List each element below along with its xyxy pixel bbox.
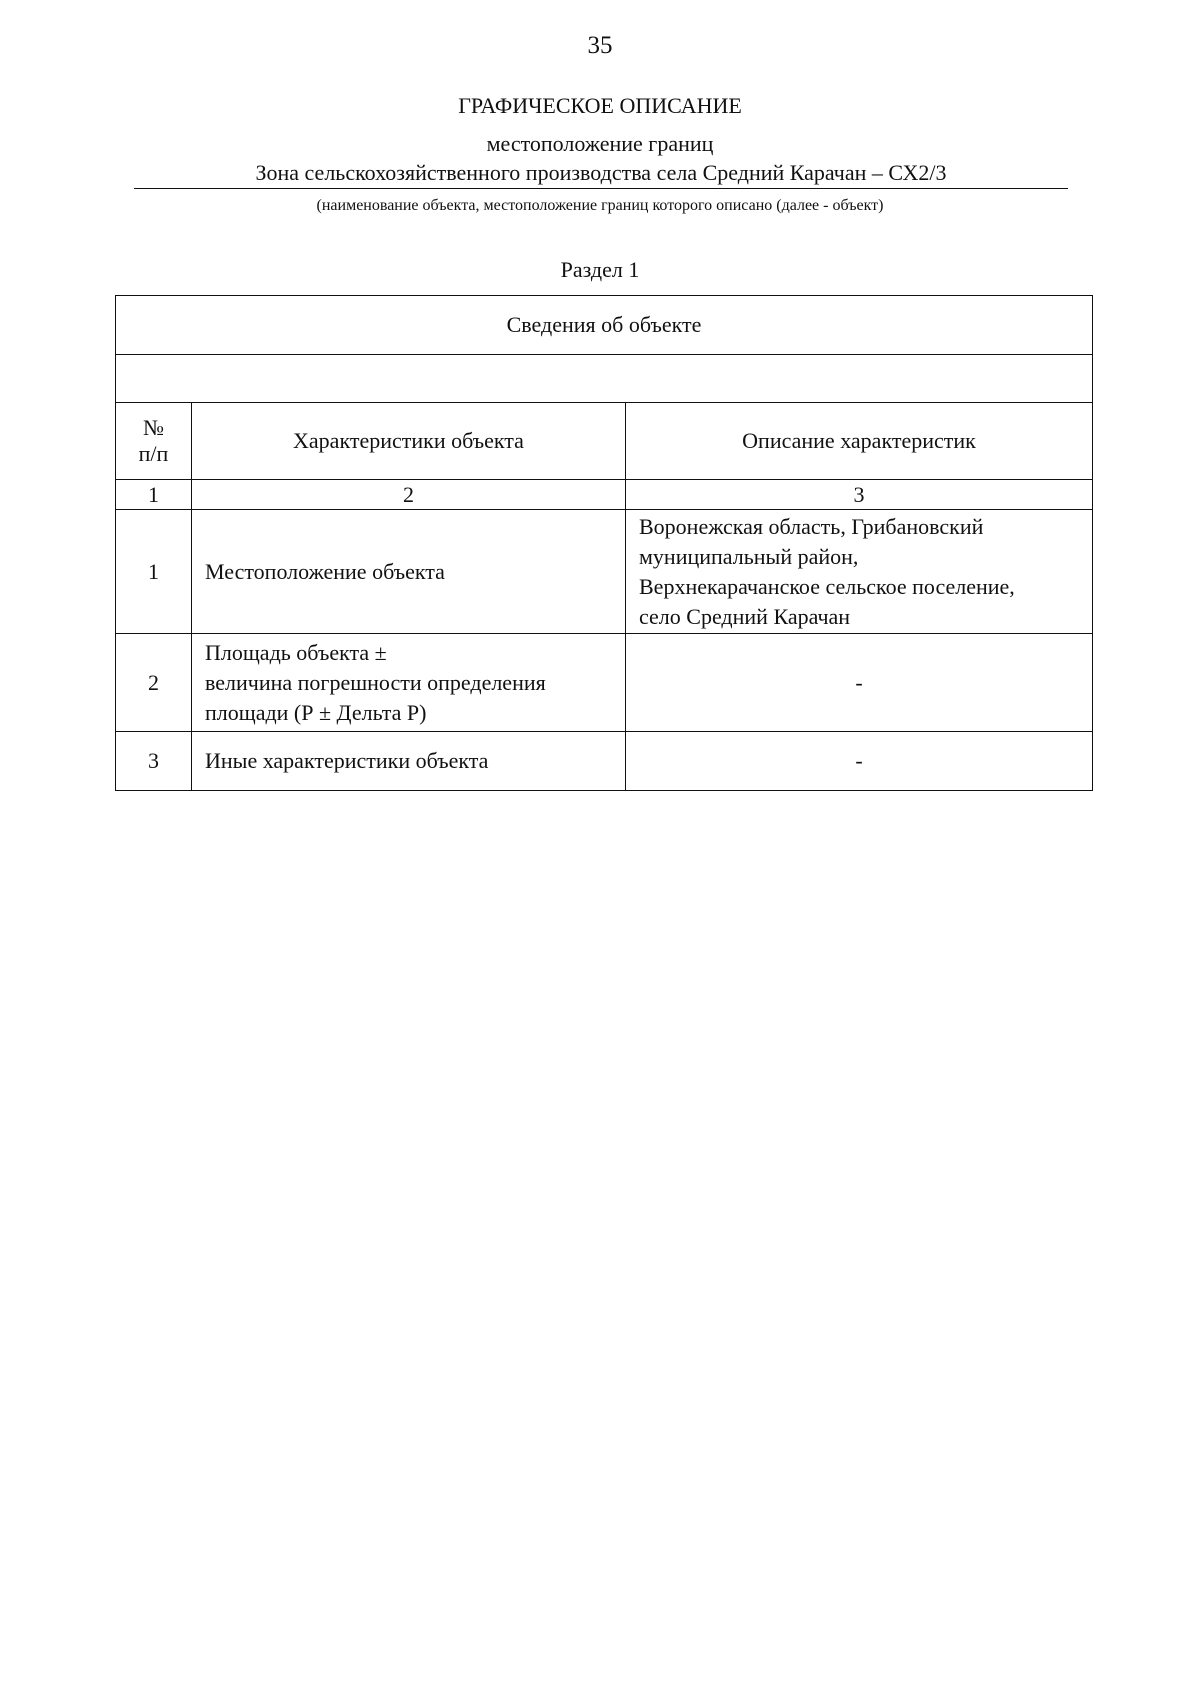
table-column-number-row — [116, 480, 1093, 510]
table-row — [116, 634, 1093, 732]
section-label: Раздел 1 — [560, 257, 640, 282]
object-info-table — [115, 295, 1093, 791]
table-caption: Сведения об объекте — [116, 296, 1093, 355]
row-characteristic: Иные характеристики объекта — [192, 732, 626, 791]
row-description: Воронежская область, Грибановский муниципальный район, Верхнекарачанское сельское поселение, село Средний Карачан — [626, 510, 1093, 634]
header-characteristic: Характеристики объекта — [192, 403, 626, 480]
object-name-caption: (наименование объекта, местоположение границ которого описано (далее - объект) — [316, 197, 884, 214]
row-num: 3 — [116, 732, 192, 791]
table-row — [116, 732, 1093, 791]
row-num: 2 — [116, 634, 192, 732]
table-empty-cell — [116, 355, 1093, 403]
row-description: - — [626, 634, 1093, 732]
table-caption-row — [116, 296, 1093, 355]
row-description: - — [626, 732, 1093, 791]
table-row — [116, 510, 1093, 634]
row-characteristic: Местоположение объекта — [192, 510, 626, 634]
column-number-3: 3 — [626, 480, 1093, 510]
document-title: ГРАФИЧЕСКОЕ ОПИСАНИЕ — [458, 93, 742, 118]
header-num: № п/п — [116, 403, 192, 480]
column-number-1: 1 — [116, 480, 192, 510]
table-header-row — [116, 403, 1093, 480]
object-name: Зона сельскохозяйственного производства села Средний Карачан – СХ2/3 — [134, 159, 1068, 189]
row-characteristic: Площадь объекта ± величина погрешности определения площади (Р ± Дельта Р) — [192, 634, 626, 732]
column-number-2: 2 — [192, 480, 626, 510]
header-description: Описание характеристик — [626, 403, 1093, 480]
page-number: 35 — [587, 32, 613, 59]
row-num: 1 — [116, 510, 192, 634]
table-empty-row — [116, 355, 1093, 403]
document-subtitle: местоположение границ — [486, 131, 714, 156]
